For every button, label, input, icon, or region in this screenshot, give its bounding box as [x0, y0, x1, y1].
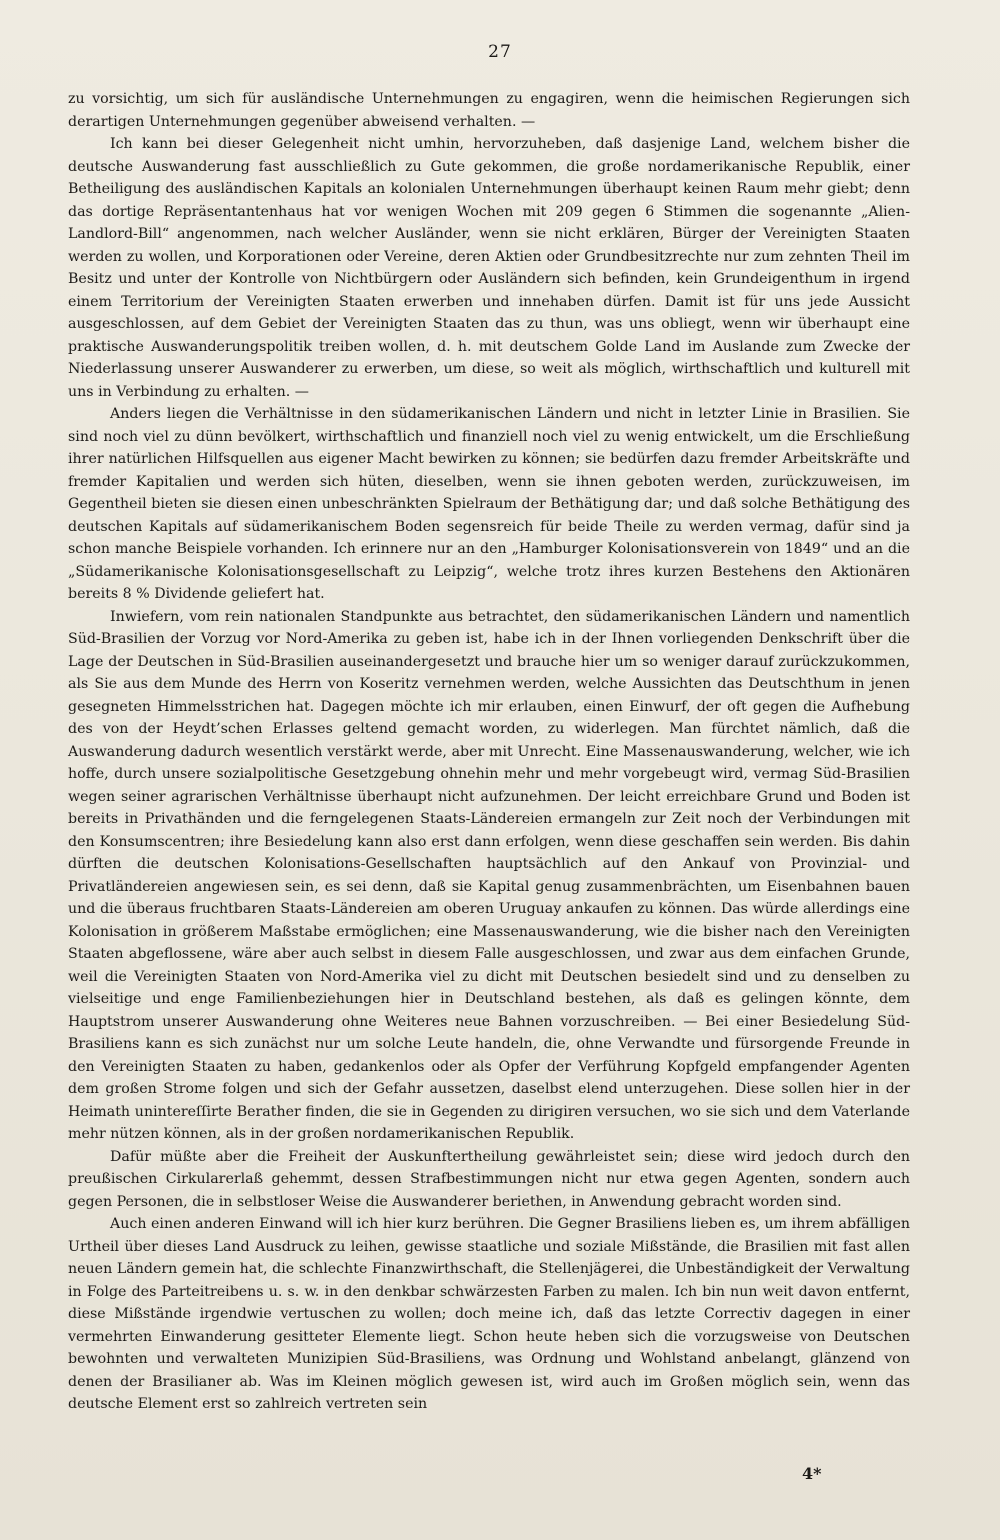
paragraph-1: zu vorsichtig, um sich für ausländische Unternehmungen zu engagiren, wenn die heimischen Regierungen sich derartigen Unternehmungen gegenüber abweisend verhalten. — — [68, 91, 910, 130]
paragraph-4: Inwiefern, vom rein nationalen Standpunkte aus betrachtet, den südamerikanischen Ländern und namentlich Süd-Brasilien der Vorzug vor Nord-Amerika zu geben ist, habe ich in der Ihnen vorliegenden Denkschrift über die Lage der Deutschen in Süd-Brasilien auseinandergesetzt und brauche hier um so weniger darauf zurückzukommen, als Sie aus dem Munde des Herrn von Koseritz vernehmen werden, welche Aussichten das Deutschthum in jenen gesegneten Himmelsstrichen hat. Dagegen möchte ich mir erlauben, einen Einwurf, der oft gegen die Aufhebung des von der Heydt’schen Erlasses geltend gemacht worden, zu widerlegen. Man fürchtet nämlich, daß die Auswanderung dadurch wesentlich verstärkt werde, aber mit Unrecht. Eine Massenauswanderung, welcher, wie ich hoffe, durch unsere sozialpolitische Gesetzgebung ohnehin mehr und mehr vorgebeugt wird, vermag Süd-Brasilien wegen seiner agrarischen Verhältnisse überhaupt nicht aufzunehmen. Der leicht erreichbare Grund und Boden ist bereits in Privathänden und die ferngelegenen Staats-Ländereien ermangeln zur Zeit noch der Verbindungen mit den Konsumscentren; ihre Besiedelung kann also erst dann erfolgen, wenn diese geschaffen sein werden. Bis dahin dürften die deutschen Kolonisations-Gesellschaften hauptsächlich auf den Ankauf von Provinzial- und Privatländereien angewiesen sein, es sei denn, daß sie Kapital genug zusammenbrächten, um Eisenbahnen bauen und die überaus fruchtbaren Staats-Ländereien am oberen Uruguay ankaufen zu können. Das würde allerdings eine Kolonisation in größerem Maßstabe ermöglichen; eine Massenauswanderung, wie die bisher nach den Vereinigten Staaten abgeflossene, wäre aber auch selbst in diesem Falle ausgeschlossen, und zwar aus dem einfachen Grunde, weil die Vereinigten Staaten von Nord-Amerika viel zu dicht mit Deutschen besiedelt sind und zu denselben zu vielseitige und enge Familienbeziehungen hier in Deutschland bestehen, als daß es gelingen könnte, dem Hauptstrom unserer Auswanderung ohne Weiteres neue Bahnen vorzuschreiben. — Bei einer Besiedelung Süd-Brasiliens kann es sich zunächst nur um solche Leute handeln, die, ohne Verwandte und fürsorgende Freunde in den Vereinigten Staaten zu haben, gedankenlos oder als Opfer der Verführung Kopfgeld empfangender Agenten dem großen Strome folgen und sich der Gefahr aussetzen, daselbst elend unterzugehen. Diese sollen hier in der Heimath unintereſſirte Berather finden, die sie in Gegenden zu dirigiren versuchen, wo sie sich und dem Vaterlande mehr nützen können, als in der großen nordamerikanischen Republik. — [68, 608, 910, 1142]
paragraph-6: Auch einen anderen Einwand will ich hier kurz berühren. Die Gegner Brasiliens lieben es, um ihrem abfälligen Urtheil über dieses Land Ausdruck zu leihen, gewisse staatliche und soziale Mißstände, die Brasilien mit fast allen neuen Ländern gemein hat, die schlechte Finanzwirthschaft, die Stellenjägerei, die Unbeständigkeit der Verwaltung in Folge des Parteitreibens u. s. w. in den denkbar schwärzesten Farben zu malen. Ich bin nun weit davon entfernt, diese Mißstände irgendwie vertuschen zu wollen; doch meine ich, daß das letzte Correctiv dagegen in einer vermehrten Einwanderung gesitteter Elemente liegt. Schon heute heben sich die vorzugsweise von Deutschen bewohnten und verwalteten Munizipien Süd-Brasiliens, was Ordnung und Wohlstand anbelangt, glänzend von denen der Brasilianer ab. Was im Kleinen möglich gewesen ist, wird auch im Großen möglich sein, wenn das deutsche Element erst so zahlreich vertreten sein — [68, 1216, 910, 1412]
body-text — [68, 88, 910, 1416]
signature-mark: 4* — [802, 1464, 822, 1483]
paragraph-5: Dafür müßte aber die Freiheit der Auskunftertheilung gewährleistet sein; diese wird jedoch durch den preußischen Cirkularerlaß gehemmt, dessen Strafbestimmungen nicht nur etwa gegen Agenten, sondern auch gegen Personen, die in selbstloser Weise die Auswanderer beriethen, in Anwendung gebracht worden sind. — [68, 1148, 910, 1210]
page-number: 27 — [488, 42, 512, 62]
paragraph-2: Ich kann bei dieser Gelegenheit nicht umhin, hervorzuheben, daß dasjenige Land, welchem bisher die deutsche Auswanderung fast ausschließlich zu Gute gekommen, die große nordamerikanische Republik, einer Betheiligung des ausländischen Kapitals an kolonialen Unternehmungen überhaupt keinen Raum mehr giebt; denn das dortige Repräsentantenhaus hat vor wenigen Wochen mit 209 gegen 6 Stimmen die sogenannte „Alien-Landlord-Bill“ angenommen, nach welcher Ausländer, wenn sie nicht erklären, Bürger der Vereinigten Staaten werden zu wollen, und Korporationen oder Vereine, deren Aktien oder Grundbesitzrechte nur zum zehnten Theil im Besitz und unter der Kontrolle von Nichtbürgern oder Ausländern sich befinden, kein Grundeigenthum in irgend einem Territorium der Vereinigten Staaten erwerben und innehaben dürfen. Damit ist für uns jede Aussicht ausgeschlossen, auf dem Gebiet der Vereinigten Staaten das zu thun, was uns obliegt, wenn wir überhaupt eine praktische Auswanderungspolitik treiben wollen, d. h. mit deutschem Golde Land im Auslande zum Zwecke der Niederlassung unserer Auswanderer zu erwerben, um diese, so weit als möglich, wirthschaftlich und kulturell mit uns in Verbindung zu erhalten. — — [68, 136, 910, 400]
paragraph-3: Anders liegen die Verhältnisse in den südamerikanischen Ländern und nicht in letzter Linie in Brasilien. Sie sind noch viel zu dünn bevölkert, wirthschaftlich und finanziell noch viel zu wenig entwickelt, um die Erschließung ihrer natürlichen Hilfsquellen aus eigener Macht bewirken zu können; sie bedürfen dazu fremder Arbeitskräfte und fremder Kapitalien und werden sich hüten, dieselben, wenn sie ihnen geboten werden, zurückzuweisen, im Gegentheil bieten sie diesen einen unbeschränkten Spielraum der Bethätigung dar; und daß solche Bethätigung des deutschen Kapitals auf südamerikanischem Boden segensreich für beide Theile zu werden vermag, dafür sind ja schon manche Beispiele vorhanden. Ich erinnere nur an den „Hamburger Kolonisationsverein von 1849“ und an die „Südamerikanische Kolonisationsgesellschaft zu Leipzig“, welche trotz ihres kurzen Bestehens den Aktionären bereits 8 % Dividende geliefert hat. — [68, 406, 910, 602]
